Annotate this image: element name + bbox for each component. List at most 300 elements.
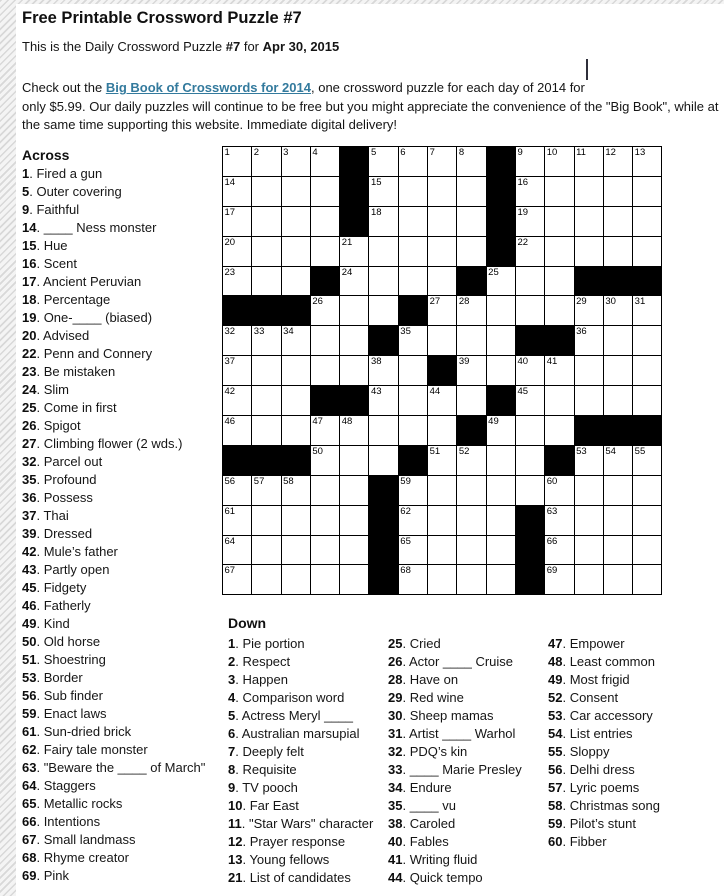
black-cell xyxy=(457,416,485,445)
across-clue: 67. Small landmass xyxy=(22,832,136,847)
grid-cell xyxy=(575,147,603,176)
down-clue: 55. Sloppy xyxy=(548,744,610,759)
grid-cell xyxy=(369,446,397,475)
cell-number: 55 xyxy=(634,445,646,457)
grid-cell xyxy=(369,177,397,206)
cell-number: 43 xyxy=(370,386,382,398)
grid-cell xyxy=(311,356,339,385)
cell-number: 56 xyxy=(224,475,236,487)
across-clue: 5. Outer covering xyxy=(22,184,122,199)
grid-cell xyxy=(633,386,661,415)
across-clue: 61. Sun-dried brick xyxy=(22,724,132,739)
grid-cell xyxy=(369,386,397,415)
clue-number: 40 xyxy=(388,834,403,849)
across-clue: 53. Border xyxy=(22,670,83,685)
grid-cell xyxy=(604,356,632,385)
grid-cell xyxy=(575,207,603,236)
down-clue: 29. Red wine xyxy=(388,690,464,705)
cell-number: 28 xyxy=(458,296,470,308)
down-clue: 10. Far East xyxy=(228,798,299,813)
grid-cell xyxy=(487,446,515,475)
black-cell xyxy=(575,267,603,296)
cell-number: 37 xyxy=(224,356,236,368)
down-clue: 56. Delhi dress xyxy=(548,762,635,777)
grid-cell xyxy=(428,506,456,535)
clue-number: 45 xyxy=(22,580,37,595)
grid-cell xyxy=(516,446,544,475)
cell-number: 16 xyxy=(517,176,529,188)
across-clue: 18. Percentage xyxy=(22,292,111,307)
clue-number: 58 xyxy=(548,798,563,813)
grid-cell xyxy=(575,386,603,415)
down-clue: 38. Caroled xyxy=(388,816,456,831)
grid-cell xyxy=(369,237,397,266)
grid-cell xyxy=(311,326,339,355)
clue-number: 39 xyxy=(22,526,37,541)
cell-number: 19 xyxy=(517,206,529,218)
across-clue: 65. Metallic rocks xyxy=(22,796,123,811)
clue-number: 26 xyxy=(388,654,403,669)
grid-cell xyxy=(340,267,368,296)
grid-cell xyxy=(282,147,310,176)
grid-cell xyxy=(311,237,339,266)
promo-line2: only $5.99. Our daily puzzles will continue to be free but you might appreciate the convenience of the "Big Book", while at xyxy=(22,98,719,114)
clue-number: 19 xyxy=(22,310,37,325)
grid-cell xyxy=(516,476,544,505)
down-clue: 11. "Star Wars" character xyxy=(228,816,374,831)
grid-cell xyxy=(252,565,280,594)
grid-cell xyxy=(399,177,427,206)
grid-cell xyxy=(428,326,456,355)
cell-number: 60 xyxy=(546,475,558,487)
grid-cell xyxy=(633,207,661,236)
grid-cell xyxy=(457,147,485,176)
black-cell xyxy=(311,267,339,296)
down-clue: 13. Young fellows xyxy=(228,852,330,867)
cell-number: 2 xyxy=(253,147,260,158)
clue-number: 43 xyxy=(22,562,37,577)
down-clue: 3. Happen xyxy=(228,672,288,687)
grid-cell xyxy=(252,356,280,385)
black-cell xyxy=(340,207,368,236)
grid-cell xyxy=(428,207,456,236)
grid-cell xyxy=(633,446,661,475)
down-clue: 25. Cried xyxy=(388,636,441,651)
across-clue: 15. Hue xyxy=(22,238,68,253)
across-clue: 43. Partly open xyxy=(22,562,110,577)
grid-cell xyxy=(282,207,310,236)
cell-number: 44 xyxy=(429,386,441,398)
grid-cell xyxy=(223,565,251,594)
down-clue: 4. Comparison word xyxy=(228,690,345,705)
across-clue: 20. Advised xyxy=(22,328,90,343)
down-clue: 48. Least common xyxy=(548,654,655,669)
grid-cell xyxy=(399,326,427,355)
cell-number: 32 xyxy=(224,326,236,338)
grid-cell xyxy=(369,416,397,445)
grid-cell xyxy=(575,476,603,505)
grid-cell xyxy=(633,476,661,505)
crossword-grid xyxy=(222,146,662,595)
page-title: Free Printable Crossword Puzzle #7 xyxy=(22,9,302,27)
grid-cell xyxy=(545,237,573,266)
grid-cell xyxy=(545,416,573,445)
black-cell xyxy=(545,326,573,355)
cell-number: 53 xyxy=(576,445,587,457)
clue-number: 50 xyxy=(22,634,37,649)
grid-cell xyxy=(604,536,632,565)
grid-cell xyxy=(428,147,456,176)
grid-cell xyxy=(252,177,280,206)
clue-number: 63 xyxy=(22,760,37,775)
clue-number: 6 xyxy=(228,726,236,741)
down-clue: 59. Pilot’s stunt xyxy=(548,816,636,831)
grid-cell xyxy=(311,147,339,176)
black-cell xyxy=(340,177,368,206)
grid-cell xyxy=(604,386,632,415)
clue-number: 35 xyxy=(388,798,403,813)
clue-number: 1 xyxy=(22,166,30,181)
grid-cell xyxy=(340,446,368,475)
grid-cell xyxy=(457,476,485,505)
grid-cell xyxy=(516,177,544,206)
clue-number: 38 xyxy=(388,816,403,831)
cell-number: 12 xyxy=(605,147,616,158)
grid-cell xyxy=(516,296,544,325)
cell-number: 25 xyxy=(488,266,499,278)
across-clue: 23. Be mistaken xyxy=(22,364,116,379)
grid-cell xyxy=(399,237,427,266)
black-cell xyxy=(575,416,603,445)
cell-number: 35 xyxy=(400,326,411,338)
grid-cell xyxy=(399,476,427,505)
down-clue: 60. Fibber xyxy=(548,834,607,849)
cell-number: 49 xyxy=(488,416,499,428)
down-clue: 54. List entries xyxy=(548,726,633,741)
down-clue: 47. Empower xyxy=(548,636,625,651)
clue-number: 24 xyxy=(22,382,37,397)
clue-number: 46 xyxy=(22,598,37,613)
cell-number: 68 xyxy=(400,565,411,577)
cell-number: 54 xyxy=(605,445,616,457)
cell-number: 36 xyxy=(576,326,587,338)
clue-number: 9 xyxy=(22,202,30,217)
grid-cell xyxy=(604,296,632,325)
clue-number: 56 xyxy=(22,688,37,703)
grid-cell xyxy=(399,207,427,236)
clue-number: 42 xyxy=(22,544,37,559)
grid-cell xyxy=(604,446,632,475)
clue-number: 49 xyxy=(548,672,563,687)
cell-number: 39 xyxy=(458,356,470,368)
grid-cell xyxy=(545,536,573,565)
grid-cell xyxy=(340,506,368,535)
down-clue-column xyxy=(388,635,546,887)
grid-cell xyxy=(487,356,515,385)
down-clue: 28. Have on xyxy=(388,672,459,687)
grid-cell xyxy=(545,506,573,535)
grid-cell xyxy=(428,446,456,475)
down-clue: 1. Pie portion xyxy=(228,636,305,651)
grid-cell xyxy=(340,565,368,594)
grid-cell xyxy=(223,237,251,266)
grid-cell xyxy=(604,177,632,206)
clue-number: 62 xyxy=(22,742,37,757)
cell-number: 62 xyxy=(400,505,411,517)
grid-cell xyxy=(545,177,573,206)
down-clue: 12. Prayer response xyxy=(228,834,346,849)
grid-cell xyxy=(399,536,427,565)
page-content xyxy=(16,4,724,896)
across-clue: 62. Fairy tale monster xyxy=(22,742,148,757)
grid-cell xyxy=(399,416,427,445)
cell-number: 51 xyxy=(429,445,441,457)
grid-cell xyxy=(399,506,427,535)
cell-number: 48 xyxy=(341,416,353,428)
grid-cell xyxy=(252,326,280,355)
cell-number: 17 xyxy=(224,206,236,218)
across-clue: 39. Dressed xyxy=(22,526,93,541)
black-cell xyxy=(369,506,397,535)
grid-cell xyxy=(340,416,368,445)
clue-number: 31 xyxy=(388,726,403,741)
clue-number: 30 xyxy=(388,708,403,723)
grid-cell xyxy=(428,177,456,206)
clue-number: 25 xyxy=(22,400,37,415)
subtitle xyxy=(22,39,339,54)
cell-number: 42 xyxy=(224,386,236,398)
down-clue: 2. Respect xyxy=(228,654,291,669)
across-clue: 9. Faithful xyxy=(22,202,80,217)
black-cell xyxy=(457,267,485,296)
clue-number: 15 xyxy=(22,238,37,253)
grid-cell xyxy=(487,506,515,535)
cell-number: 6 xyxy=(400,147,406,158)
grid-cell xyxy=(223,386,251,415)
down-clue: 26. Actor ____ Cruise xyxy=(388,654,514,669)
grid-cell xyxy=(252,536,280,565)
clue-number: 9 xyxy=(228,780,236,795)
big-book-link[interactable]: Big Book of Crosswords for 2014 xyxy=(105,80,311,95)
grid-cell xyxy=(340,326,368,355)
across-clue-list xyxy=(22,165,222,885)
clue-number: 59 xyxy=(22,706,37,721)
grid-cell xyxy=(223,506,251,535)
grid-cell xyxy=(487,416,515,445)
grid-cell xyxy=(457,356,485,385)
clue-number: 4 xyxy=(228,690,236,705)
clue-number: 56 xyxy=(548,762,563,777)
clue-number: 3 xyxy=(228,672,236,687)
grid-cell xyxy=(252,416,280,445)
black-cell xyxy=(487,386,515,415)
clue-number: 66 xyxy=(22,814,37,829)
cell-number: 18 xyxy=(370,206,382,218)
clue-number: 7 xyxy=(228,744,236,759)
grid-cell xyxy=(604,207,632,236)
clue-number: 11 xyxy=(228,816,242,831)
cell-number: 52 xyxy=(458,445,470,457)
down-clue: 8. Requisite xyxy=(228,762,297,777)
cell-number: 5 xyxy=(370,147,377,158)
down-clue: 30. Sheep mamas xyxy=(388,708,494,723)
clue-number: 28 xyxy=(388,672,403,687)
grid-cell xyxy=(369,207,397,236)
grid-cell xyxy=(604,476,632,505)
cell-number: 67 xyxy=(224,565,236,577)
across-clue: 35. Profound xyxy=(22,472,97,487)
down-clue: 40. Fables xyxy=(388,834,449,849)
clue-number: 48 xyxy=(548,654,563,669)
across-clue: 56. Sub finder xyxy=(22,688,103,703)
down-clue-column xyxy=(228,635,386,887)
clue-number: 8 xyxy=(228,762,236,777)
grid-cell xyxy=(516,386,544,415)
down-heading: Down xyxy=(228,615,267,631)
cell-number: 1 xyxy=(224,147,230,158)
grid-cell xyxy=(516,237,544,266)
grid-cell xyxy=(516,207,544,236)
grid-cell xyxy=(399,147,427,176)
clue-number: 34 xyxy=(388,780,403,795)
grid-cell xyxy=(545,356,573,385)
grid-cell xyxy=(282,386,310,415)
grid-cell xyxy=(575,177,603,206)
grid-cell xyxy=(311,296,339,325)
grid-cell xyxy=(399,356,427,385)
black-cell xyxy=(428,356,456,385)
grid-cell xyxy=(282,565,310,594)
black-cell xyxy=(487,237,515,266)
clue-number: 57 xyxy=(548,780,563,795)
grid-cell xyxy=(252,267,280,296)
grid-cell xyxy=(428,237,456,266)
clue-number: 10 xyxy=(228,798,243,813)
grid-cell xyxy=(575,446,603,475)
grid-cell xyxy=(487,565,515,594)
cell-number: 29 xyxy=(576,296,587,308)
grid-cell xyxy=(311,416,339,445)
grid-cell xyxy=(604,565,632,594)
across-clue: 69. Pink xyxy=(22,868,69,883)
grid-cell xyxy=(282,267,310,296)
clue-number: 32 xyxy=(22,454,37,469)
grid-cell xyxy=(633,536,661,565)
grid-cell xyxy=(545,386,573,415)
promo-text-after-link: , one crossword puzzle for each day of 2014 for xyxy=(310,80,585,95)
down-clue: 32. PDQ’s kin xyxy=(388,744,468,759)
black-cell xyxy=(340,386,368,415)
clue-number: 25 xyxy=(388,636,403,651)
cell-number: 30 xyxy=(605,296,616,308)
clue-number: 51 xyxy=(22,652,37,667)
clue-number: 69 xyxy=(22,868,37,883)
subtitle-date: Apr 30, 2015 xyxy=(262,39,340,54)
clue-number: 64 xyxy=(22,778,37,793)
grid-cell xyxy=(487,326,515,355)
cell-number: 69 xyxy=(546,565,558,577)
grid-cell xyxy=(282,326,310,355)
cell-number: 13 xyxy=(634,147,646,158)
grid-cell xyxy=(340,536,368,565)
down-clue: 5. Actress Meryl ____ xyxy=(228,708,354,723)
cell-number: 31 xyxy=(634,296,646,308)
grid-cell xyxy=(311,446,339,475)
across-clue: 25. Come in first xyxy=(22,400,117,415)
grid-cell xyxy=(340,356,368,385)
black-cell xyxy=(604,267,632,296)
grid-cell xyxy=(604,506,632,535)
across-clue: 45. Fidgety xyxy=(22,580,87,595)
grid-cell xyxy=(516,416,544,445)
grid-cell xyxy=(223,147,251,176)
clue-number: 2 xyxy=(228,654,236,669)
grid-cell xyxy=(282,237,310,266)
grid-cell xyxy=(545,565,573,594)
grid-cell xyxy=(223,177,251,206)
down-clue: 41. Writing fluid xyxy=(388,852,478,867)
clue-number: 17 xyxy=(22,274,37,289)
cell-number: 46 xyxy=(224,416,236,428)
black-cell xyxy=(604,416,632,445)
black-cell xyxy=(369,326,397,355)
grid-cell xyxy=(633,326,661,355)
grid-cell xyxy=(457,296,485,325)
grid-cell xyxy=(633,147,661,176)
black-cell xyxy=(223,296,251,325)
grid-cell xyxy=(252,386,280,415)
across-clue: 17. Ancient Peruvian xyxy=(22,274,142,289)
cell-number: 8 xyxy=(458,147,465,158)
clue-number: 44 xyxy=(388,870,403,885)
across-clue: 66. Intentions xyxy=(22,814,101,829)
cell-number: 38 xyxy=(370,356,382,368)
grid-cell xyxy=(223,326,251,355)
grid-cell xyxy=(369,267,397,296)
cell-number: 3 xyxy=(283,147,289,158)
grid-cell xyxy=(311,536,339,565)
text-caret xyxy=(586,59,588,80)
clue-number: 49 xyxy=(22,616,37,631)
grid-cell xyxy=(223,267,251,296)
clue-number: 61 xyxy=(22,724,37,739)
clue-number: 68 xyxy=(22,850,37,865)
grid-cell xyxy=(575,565,603,594)
grid-cell xyxy=(311,177,339,206)
clue-number: 16 xyxy=(22,256,37,271)
grid-cell xyxy=(223,356,251,385)
grid-cell xyxy=(457,237,485,266)
across-clue: 68. Rhyme creator xyxy=(22,850,129,865)
grid-cell xyxy=(516,267,544,296)
grid-cell xyxy=(457,506,485,535)
clue-number: 33 xyxy=(388,762,403,777)
clue-number: 52 xyxy=(548,690,563,705)
black-cell xyxy=(252,446,280,475)
promo-text-before-link: Check out the xyxy=(22,80,106,95)
black-cell xyxy=(516,326,544,355)
down-clue: 35. ____ vu xyxy=(388,798,456,813)
cell-number: 41 xyxy=(546,356,558,368)
grid-cell xyxy=(282,476,310,505)
cell-number: 57 xyxy=(253,475,265,487)
grid-cell xyxy=(457,446,485,475)
cell-number: 33 xyxy=(253,326,265,338)
clue-number: 20 xyxy=(22,328,37,343)
grid-cell xyxy=(252,237,280,266)
cell-number: 11 xyxy=(576,147,586,158)
grid-cell xyxy=(223,207,251,236)
